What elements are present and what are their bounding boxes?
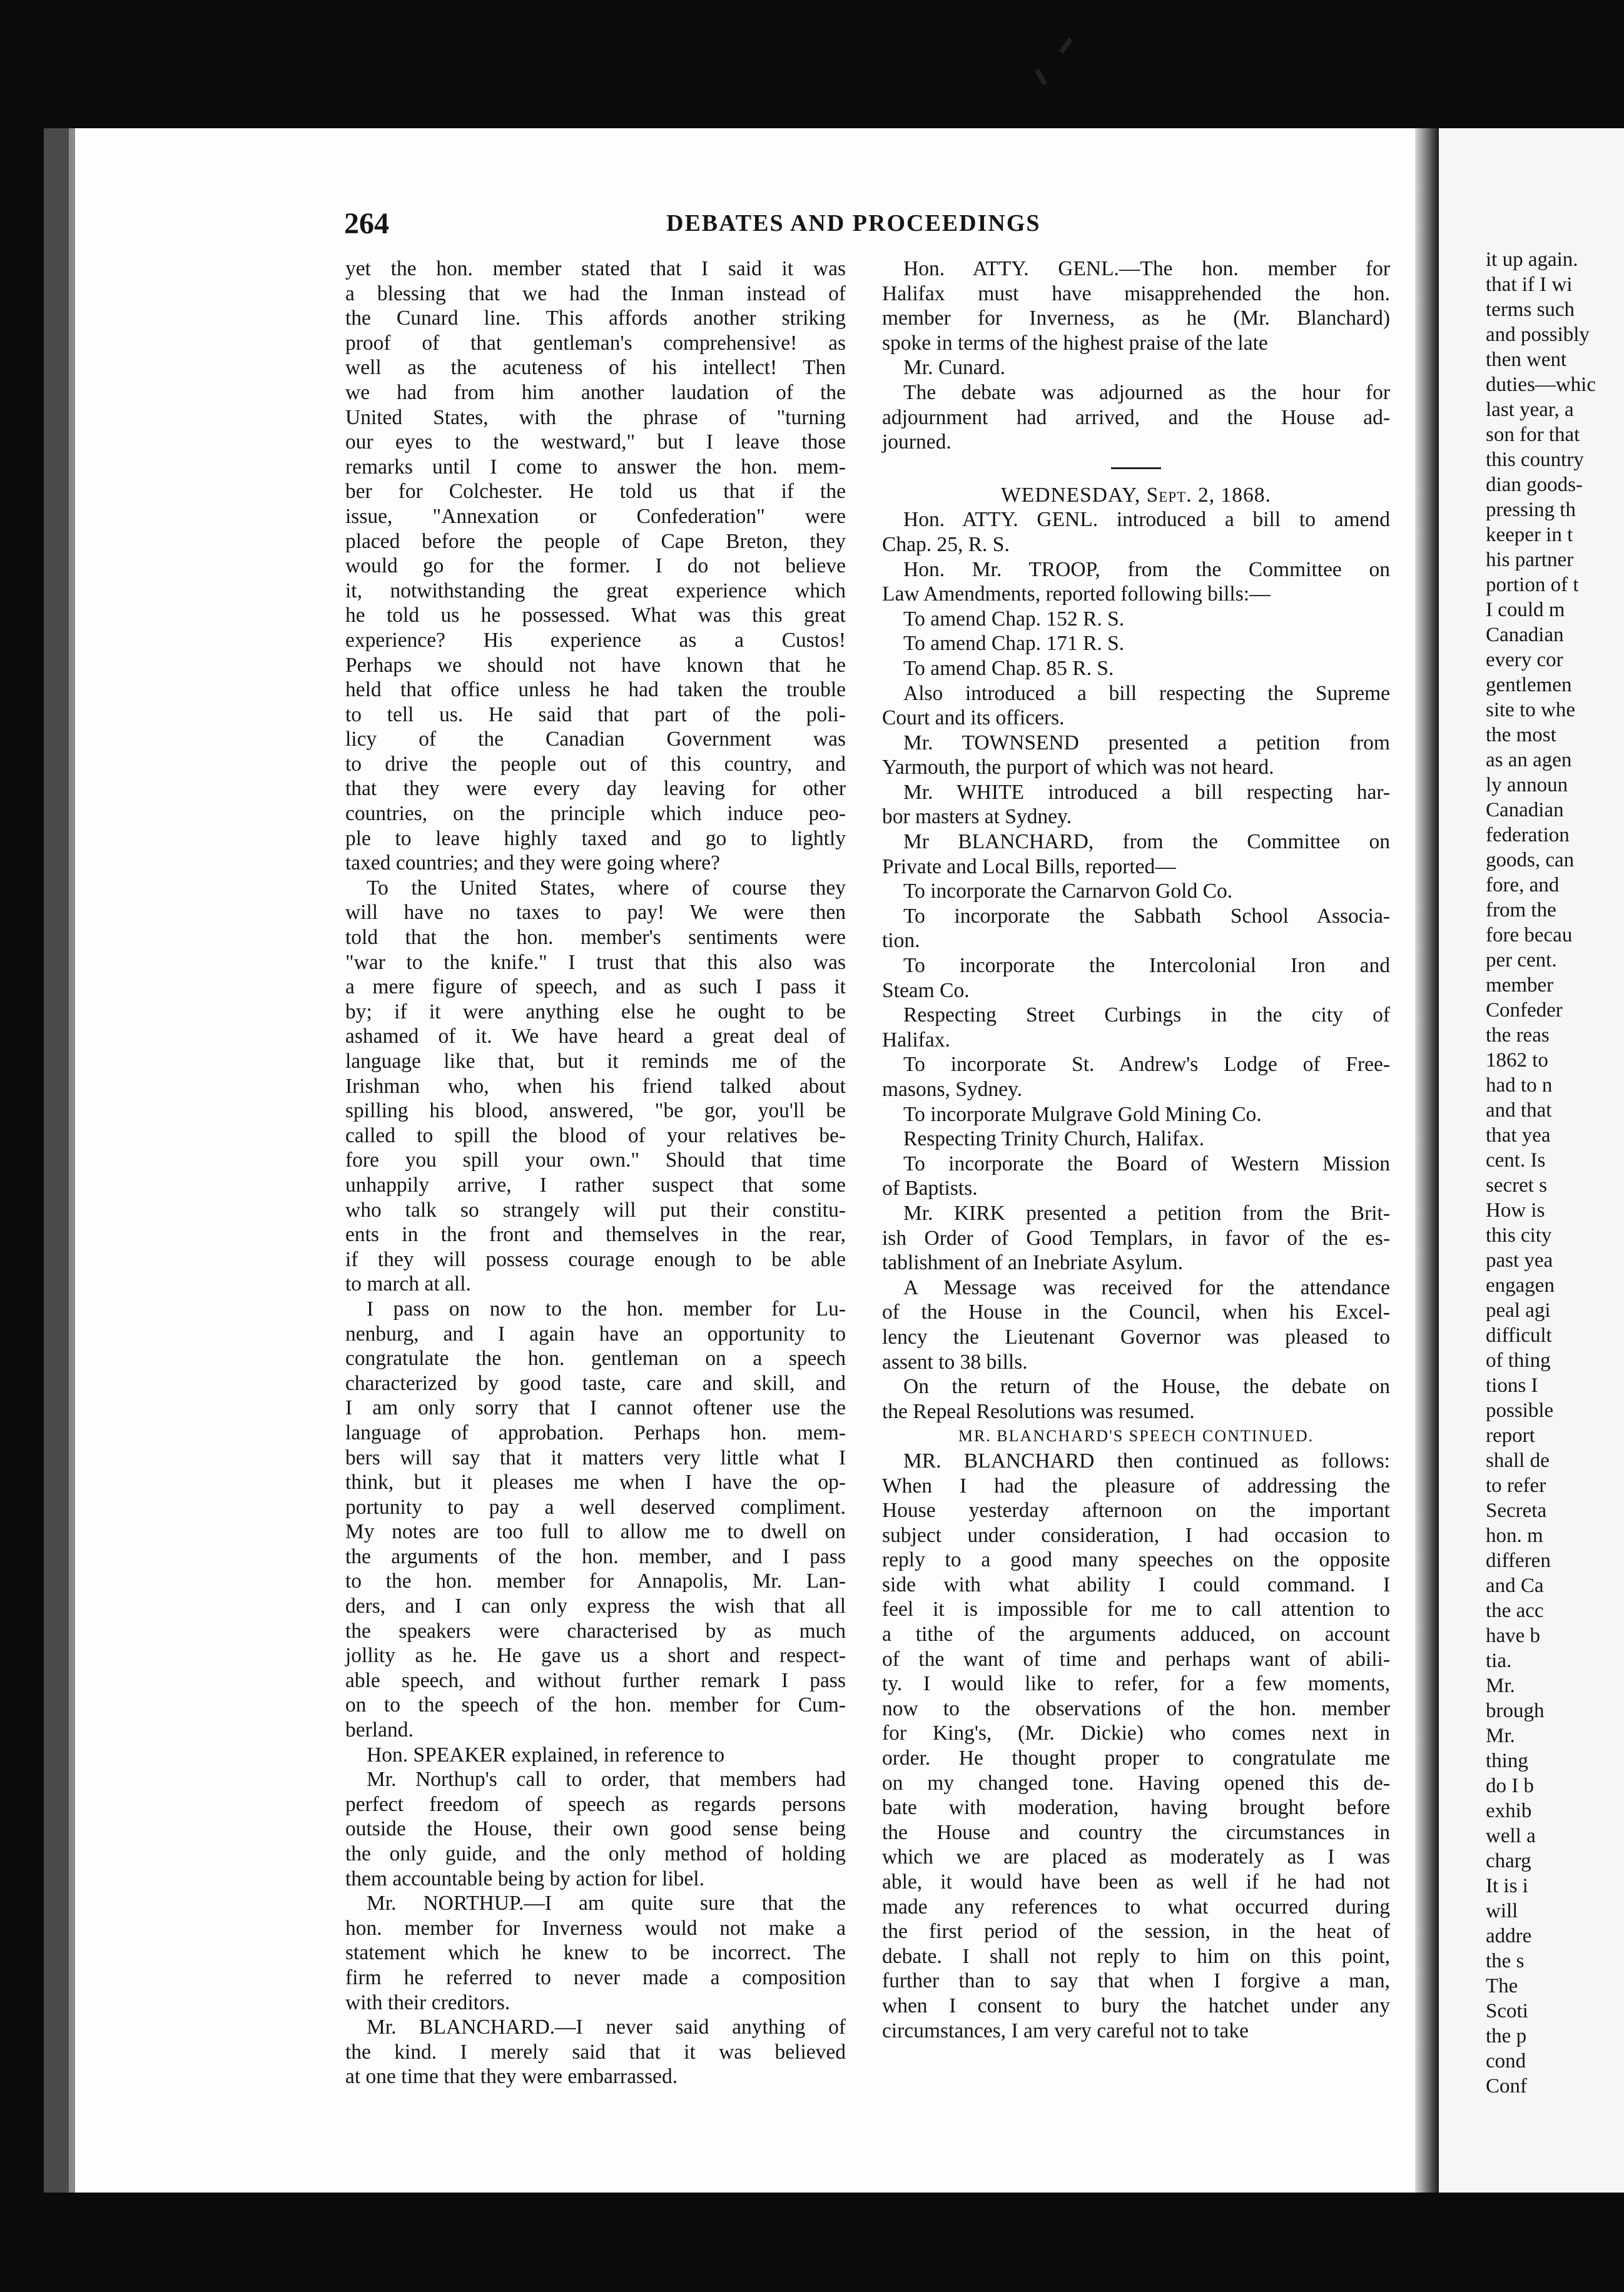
text-line: ple to leave highly taxed and go to lightly [345,826,846,850]
text-line: Perhaps we should not have known that he [345,653,846,677]
text-line: On the return of the House, the debate on [903,1375,1390,1399]
facing-text-line: Canadian [1486,799,1564,821]
facing-text-line: son for that [1486,423,1580,446]
text-line: them accountable being by action for libel. [345,1867,704,1890]
text-line: of the want of time and perhaps want of abili- [882,1647,1390,1671]
facing-text-line: goods, can [1486,849,1575,871]
text-line: When I had the pleasure of addressing the [882,1474,1390,1498]
text-line: able, it would have been as well if he had not [882,1870,1390,1894]
text-line: experience? His experience as a Custos! [345,628,846,652]
text-line: Halifax must have misapprehended the hon. [882,281,1390,305]
text-line: Yarmouth, the purport of which was not heard. [882,756,1274,779]
text-line: Mr. KIRK presented a petition from the Brit- [903,1201,1390,1225]
facing-text-line: The [1486,1975,1518,1997]
facing-text-line: member [1486,974,1554,996]
text-line: able speech, and without further remark I pass [345,1668,846,1692]
text-line: Chap. 25, R. S. [882,532,1010,556]
text-line: assent to 38 bills. [882,1350,1028,1374]
text-line: To the United States, where of course they [367,876,846,900]
facing-text-line: Canadian [1486,624,1564,646]
text-line: ders, and I can only express the wish that all [345,1595,846,1618]
facing-text-line: fore becau [1486,924,1573,946]
text-line: by; if it were anything else he ought to be [345,1000,846,1023]
text-line: Respecting Trinity Church, Halifax. [903,1127,1205,1151]
facing-text-line: past yea [1486,1249,1553,1272]
film-scratch-mark [1059,38,1072,54]
text-line: Private and Local Bills, reported— [882,854,1176,878]
text-line: statement which he knew to be incorrect. The [345,1941,846,1965]
text-line: bate with moderation, having brought before [882,1796,1390,1820]
text-line: I pass on now to the hon. member for Lu- [367,1297,846,1321]
text-line: of the House in the Council, when his Excel- [882,1301,1390,1324]
facing-text-line: the acc [1486,1600,1544,1622]
text-line: our eyes to the westward," but I leave those [345,430,846,454]
text-line: nenburg, and I again have an opportunity to [345,1322,846,1346]
text-line: it, notwithstanding the great experience which [345,579,846,602]
text-line: to march at all. [345,1272,471,1296]
text-line: for King's, (Mr. Dickie) who comes next in [882,1722,1390,1745]
running-title: DEBATES AND PROCEEDINGS [666,210,1041,236]
facing-text-line: difficult [1486,1324,1552,1347]
text-line: the Repeal Resolutions was resumed. [882,1399,1195,1423]
facing-text-line: then went [1486,348,1567,371]
facing-text-line: will [1486,1900,1518,1922]
text-line: spoke in terms of the highest praise of the late [882,331,1268,355]
text-line: masons, Sydney. [882,1078,1022,1101]
facing-text-line: from the [1486,899,1556,921]
text-line: tablishment of an Inebriate Asylum. [882,1251,1183,1275]
facing-text-line: duties—whic [1486,373,1596,396]
facing-text-line: do I b [1486,1775,1534,1797]
facing-text-line: this country [1486,449,1584,471]
text-line: Mr. NORTHUP.—I am quite sure that the [367,1892,846,1915]
text-line: on my changed tone. Having opened this de- [882,1771,1390,1795]
facing-text-line: Secreta [1486,1499,1547,1522]
text-line: MR. BLANCHARD then continued as follows: [903,1449,1390,1473]
text-line: To incorporate Mulgrave Gold Mining Co. [903,1102,1262,1126]
text-line: Hon. SPEAKER explained, in reference to [367,1743,725,1767]
text-line: subject under consideration, I had occasion to [882,1523,1390,1547]
film-scratch-mark [1035,69,1047,86]
text-line: jollity as he. He gave us a short and respect- [345,1644,846,1668]
facing-page-text [1486,247,1624,2099]
text-line: The debate was adjourned as the hour for [903,380,1390,404]
text-line: the kind. I merely said that it was believed [345,2040,846,2064]
text-line: ish Order of Good Templars, in favor of the es- [882,1226,1390,1250]
text-line: journed. [882,430,952,454]
text-line: which we are placed as moderately as I was [882,1845,1390,1869]
text-line: to the hon. member for Annapolis, Mr. Lan- [345,1569,846,1593]
facing-text-line: to refer [1486,1474,1546,1497]
facing-text-line: peal agi [1486,1299,1551,1322]
facing-text-line: engagen [1486,1274,1555,1297]
text-line: lency the Lieutenant Governor was pleased to [882,1325,1390,1349]
right-column [882,256,1390,2043]
text-line: when I consent to bury the hatchet under any [882,1994,1390,2017]
facing-text-line: gentlemen [1486,674,1572,696]
text-line: told that the hon. member's sentiments were [345,926,846,950]
text-line: the only guide, and the only method of holding [345,1842,846,1865]
text-line: order. He thought proper to congratulate me [882,1747,1390,1770]
text-line: a tithe of the arguments adduced, on account [882,1623,1390,1646]
text-line: a blessing that we had the Inman instead of [345,281,846,305]
section-divider [1111,467,1161,469]
facing-text-line: site to whe [1486,699,1575,721]
text-line: Hon. ATTY. GENL. introduced a bill to amend [903,508,1390,532]
facing-text-line: the p [1486,2025,1527,2047]
facing-text-line: I could m [1486,599,1565,621]
text-line: made any references to what occurred during [882,1895,1390,1919]
text-line: To incorporate the Carnarvon Gold Co. [903,880,1233,903]
text-line: would go for the former. I do not believe [345,554,846,578]
text-line: "war to the knife." I trust that this also was [345,950,846,974]
text-line: taxed countries; and they were going where? [345,851,721,875]
facing-text-line: fore, and [1486,874,1560,896]
text-line: ashamed of it. We have heard a great deal of [345,1025,846,1048]
text-line: characterized by good taste, care and skill, and [345,1371,846,1395]
facing-text-line: 1862 to [1486,1049,1548,1072]
text-line: ber for Colchester. He told us that if the [345,480,846,504]
text-line: who talk so strangely will put their constitu- [345,1198,846,1222]
text-line: outside the House, their own good sense being [345,1817,846,1841]
text-line: bers will say that it matters very little what I [345,1446,846,1469]
text-line: Mr BLANCHARD, from the Committee on [903,830,1390,854]
facing-text-line: How is [1486,1199,1545,1222]
facing-text-line: secret s [1486,1174,1548,1197]
text-line: to tell us. He said that part of the poli- [345,702,846,726]
facing-text-line: that yea [1486,1124,1551,1147]
text-line: if they will possess courage enough to be able [345,1247,846,1271]
text-line: Also introduced a bill respecting the Supreme [903,681,1390,705]
facing-text-line: addre [1486,1925,1532,1947]
facing-text-line: had to n [1486,1074,1553,1097]
facing-text-line: and that [1486,1099,1552,1122]
text-line: we had from him another laudation of the [345,380,846,404]
facing-text-line: Mr. [1486,1675,1515,1697]
text-line: remarks until I come to answer the hon. mem- [345,455,846,479]
facing-text-line: possible [1486,1399,1554,1422]
text-line: with their creditors. [345,1990,510,2014]
text-line: circumstances, I am very careful not to take [882,2019,1249,2042]
text-line: adjournment had arrived, and the House ad- [882,405,1390,429]
facing-text-line: this city [1486,1224,1552,1247]
facing-text-line: brough [1486,1700,1545,1722]
right-column-top [882,256,1390,455]
text-line: hon. member for Inverness would not make a [345,1916,846,1940]
facing-text-line: shall de [1486,1449,1550,1472]
text-line: To incorporate the Board of Western Mission [903,1152,1390,1175]
text-line: language of approbation. Perhaps hon. mem- [345,1421,846,1444]
text-line: Mr. BLANCHARD.—I never said anything of [367,2016,846,2039]
text-line: yet the hon. member stated that I said it was [345,257,846,280]
text-line: a mere figure of speech, and as such I pass it [345,975,846,999]
text-line: held that office unless he had taken the trouble [345,678,846,702]
right-column-mid [882,507,1390,1424]
text-line: spilling his blood, answered, "be gor, you'll be [345,1099,846,1123]
text-line: further than to say that when I forgive a man, [882,1969,1390,1993]
text-line: to drive the people out of this country, and [345,752,846,776]
text-line: called to spill the blood of your relatives be- [345,1123,846,1147]
facing-text-line: tia. [1486,1650,1512,1672]
text-line: Halifax. [882,1028,950,1052]
text-line: Mr. Cunard. [903,356,1005,380]
facing-text-line: differen [1486,1549,1551,1572]
text-line: the first period of the session, in the heat of [882,1920,1390,1944]
text-line: House yesterday afternoon on the important [882,1499,1390,1523]
facing-text-line: Confeder [1486,999,1563,1022]
text-line: To incorporate the Intercolonial Iron and [903,954,1390,978]
facing-text-line: it up again. [1486,248,1578,271]
text-line: will have no taxes to pay! We were then [345,901,846,925]
date-heading: WEDNESDAY, Sept. 2, 1868. [1001,483,1271,507]
facing-text-line: of thing [1486,1349,1551,1372]
text-line: Mr. TOWNSEND presented a petition from [903,731,1390,754]
text-line: My notes are too full to allow me to dwell on [345,1520,846,1544]
text-line: Irishman who, when his friend talked about [345,1074,846,1098]
text-line: the speakers were characterised by as much [345,1619,846,1643]
text-line: think, but it pleases me when I have the op- [345,1471,846,1494]
facing-text-line: the reas [1486,1024,1550,1047]
facing-text-line: the s [1486,1950,1525,1972]
facing-text-line: hon. m [1486,1524,1543,1547]
facing-text-line: portion of t [1486,574,1579,596]
page-number: 264 [344,207,389,240]
text-line: proof of that gentleman's comprehensive! as [345,331,846,355]
text-line: ty. I would like to refer, for a few moments, [882,1672,1390,1696]
text-line: countries, on the principle which induce peo- [345,802,846,826]
text-line: he told us he possessed. What was this great [345,604,846,627]
facing-text-line: well a [1486,1825,1536,1847]
text-line: placed before the people of Cape Breton, they [345,529,846,553]
text-line: side with what ability I could command. I [882,1573,1390,1596]
text-line: firm he referred to never made a composition [345,1965,846,1989]
right-column-bottom [882,1449,1390,2043]
facing-text-line: and possibly [1486,323,1590,346]
text-line: A Message was received for the attendance [903,1275,1390,1299]
text-line: To amend Chap. 85 R. S. [903,656,1114,680]
text-line: portunity to pay a well deserved compliment. [345,1495,846,1519]
facing-text-line: exhib [1486,1800,1532,1822]
text-line: fore you spill your own." Should that time [345,1149,846,1172]
text-line: language like that, but it reminds me of the [345,1050,846,1073]
text-line: Law Amendments, reported following bills:— [882,582,1271,606]
text-line: berland. [345,1718,414,1742]
facing-text-line: cent. Is [1486,1149,1546,1172]
left-column [345,256,846,2089]
facing-text-line: as an agen [1486,749,1572,771]
facing-text-line: keeper in t [1486,524,1573,546]
facing-text-line: have b [1486,1625,1541,1647]
text-line: that they were every day leaving for other [345,777,846,801]
text-line: on to the speech of the hon. member for Cum- [345,1693,846,1717]
text-line: the House and country the circumstances in [882,1820,1390,1844]
text-line: unhappily arrive, I rather suspect that some [345,1173,846,1197]
facing-text-line: thing [1486,1750,1528,1772]
facing-text-line: ly announ [1486,774,1568,796]
text-line: bor masters at Sydney. [882,805,1072,829]
facing-text-line: Mr. [1486,1725,1515,1747]
facing-text-line: dian goods- [1486,474,1583,496]
text-line: now to the observations of the hon. member [882,1696,1390,1720]
facing-text-line: every cor [1486,649,1563,671]
text-line: Mr. Northup's call to order, that members had [367,1768,846,1792]
text-line: I am only sorry that I cannot oftener use the [345,1396,846,1420]
facing-text-line: his partner [1486,549,1574,571]
text-line: Steam Co. [882,978,970,1002]
text-line: ents in the front and themselves in the rear, [345,1223,846,1247]
facing-text-line: tions I [1486,1374,1538,1397]
text-line: at one time that they were embarrassed. [345,2065,678,2089]
facing-text-line: last year, a [1486,398,1574,421]
facing-text-line: Conf [1486,2075,1527,2097]
facing-text-line: terms such [1486,298,1575,321]
text-line: tion. [882,929,920,953]
text-line: Court and its officers. [882,706,1065,730]
text-line: the Cunard line. This affords another striking [345,307,846,330]
text-line: reply to a good many speeches on the opposite [882,1548,1390,1572]
facing-text-line: per cent. [1486,949,1557,971]
text-line: United States, with the phrase of "turning [345,405,846,429]
text-line: To amend Chap. 152 R. S. [903,607,1125,631]
facing-text-line: cond [1486,2050,1526,2072]
facing-text-line: that if I wi [1486,273,1573,296]
text-line: To amend Chap. 171 R. S. [903,632,1125,656]
text-line: feel it is impossible for me to call attention to [882,1598,1390,1621]
text-line: perfect freedom of speech as regards persons [345,1792,846,1816]
section-heading: MR. BLANCHARD'S SPEECH CONTINUED. [958,1427,1314,1446]
facing-text-line: Scoti [1486,2000,1528,2022]
facing-text-line: federation [1486,824,1570,846]
text-line: Respecting Street Curbings in the city of [903,1003,1390,1027]
text-line: congratulate the hon. gentleman on a speech [345,1347,846,1371]
text-line: the arguments of the hon. member, and I pass [345,1544,846,1568]
facing-text-line: and Ca [1486,1574,1544,1597]
facing-text-line: pressing th [1486,499,1576,521]
text-line: To incorporate St. Andrew's Lodge of Free- [903,1053,1390,1077]
text-line: Hon. Mr. TROOP, from the Committee on [903,557,1390,581]
text-line: of Baptists. [882,1177,978,1200]
text-line: Mr. WHITE introduced a bill respecting har- [903,780,1390,804]
text-line: member for Inverness, as he (Mr. Blanchard) [882,307,1390,330]
facing-text-line: report [1486,1424,1535,1447]
facing-text-line: charg [1486,1850,1531,1872]
text-line: issue, "Annexation or Confederation" were [345,504,846,528]
facing-text-line: the most [1486,724,1556,746]
text-line: Hon. ATTY. GENL.—The hon. member for [903,257,1390,280]
text-line: well as the acuteness of his intellect! Then [345,356,846,380]
text-line: debate. I shall not reply to him on this point, [882,1944,1390,1968]
facing-text-line: It is i [1486,1875,1528,1897]
text-line: licy of the Canadian Government was [345,728,846,751]
text-line: To incorporate the Sabbath School Associa- [903,904,1390,928]
